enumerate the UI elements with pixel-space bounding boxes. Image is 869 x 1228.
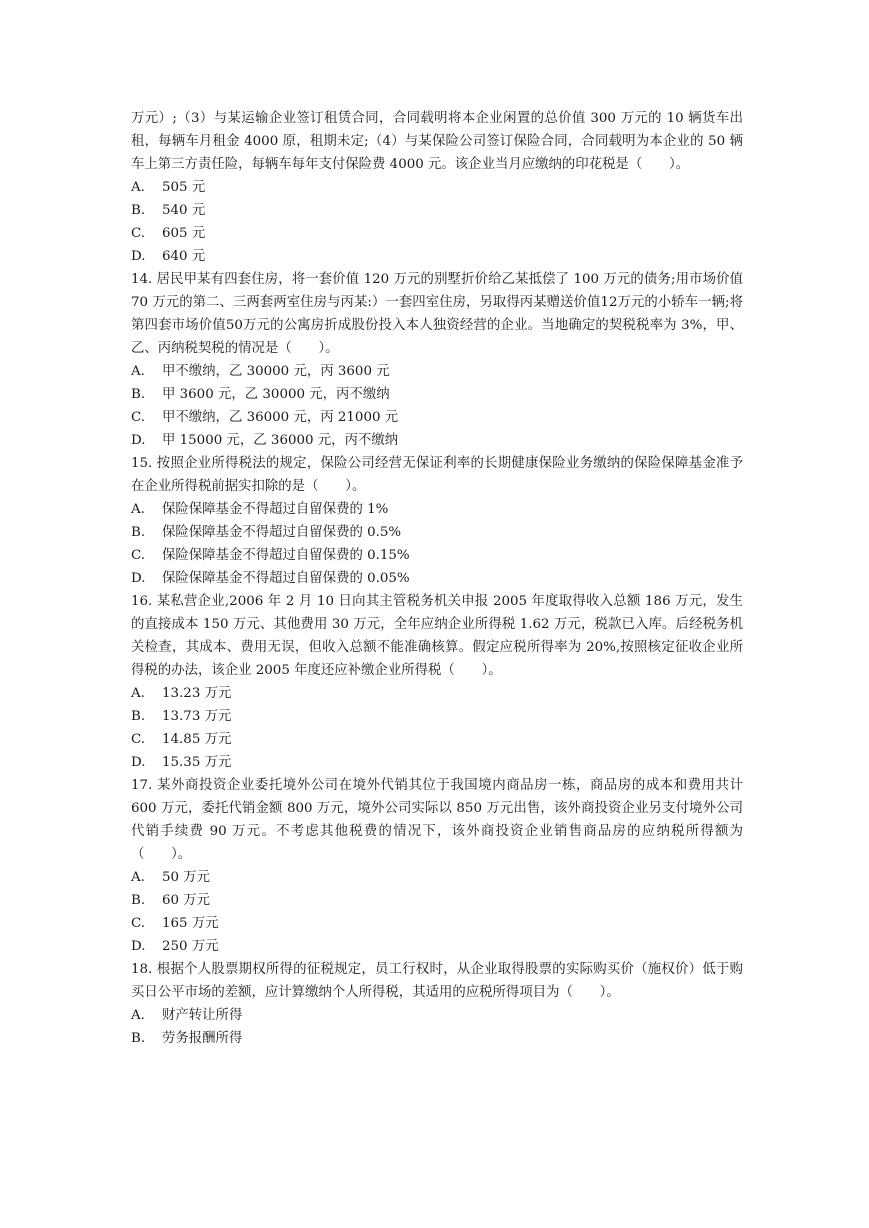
- option-15-c: [131, 544, 743, 567]
- option-16-a: [131, 682, 743, 705]
- option-letter: B.: [131, 893, 146, 908]
- option-16-d: [131, 751, 743, 774]
- option-18-a: [131, 1004, 743, 1027]
- option-letter: B.: [131, 1031, 146, 1046]
- option-letter: D.: [131, 433, 146, 448]
- option-text: 165 万元: [162, 916, 219, 931]
- option-letter: C.: [131, 410, 146, 425]
- option-text: 60 万元: [162, 893, 211, 908]
- option-letter: C.: [131, 226, 146, 241]
- option-text: 保险保障基金不得超过自留保费的 1%: [162, 502, 389, 517]
- option-text: 605 元: [162, 226, 206, 241]
- option-15-d: [131, 567, 743, 590]
- option-text: 505 元: [162, 180, 206, 195]
- option-14-a: [131, 360, 743, 383]
- option-letter: B.: [131, 709, 146, 724]
- option-13-a: [131, 176, 743, 199]
- option-letter: D.: [131, 249, 146, 264]
- option-letter: B.: [131, 387, 146, 402]
- option-14-b: [131, 383, 743, 406]
- option-text: 劳务报酬所得: [162, 1031, 243, 1046]
- option-text: 640 元: [162, 249, 206, 264]
- option-text: 13.23 万元: [162, 686, 232, 701]
- option-14-d: [131, 429, 743, 452]
- option-text: 250 万元: [162, 939, 219, 954]
- option-14-c: [131, 406, 743, 429]
- option-13-d: [131, 245, 743, 268]
- option-letter: D.: [131, 755, 146, 770]
- option-text: 14.85 万元: [162, 732, 232, 747]
- option-18-b: [131, 1027, 743, 1050]
- option-text: 13.73 万元: [162, 709, 232, 724]
- document-page: [131, 107, 743, 1050]
- option-text: 保险保障基金不得超过自留保费的 0.05%: [162, 571, 410, 586]
- question-18-stem: 18. 根据个人股票期权所得的征税规定，员工行权时，从企业取得股票的实际购买价（施权价）低于购买日公平市场的差额，应计算缴纳个人所得税，其适用的应税所得项目为（ ）。: [131, 962, 743, 1000]
- option-text: 甲不缴纳，乙 36000 元，丙 21000 元: [162, 410, 399, 425]
- question-14-stem: 14. 居民甲某有四套住房，将一套价值 120 万元的别墅折价给乙某抵偿了 100 万元的债务;用市场价值 70 万元的第二、三两套两室住房与丙某:）一套四室住房，另取得丙某赠送价值12万元的小轿车一辆;将第四套市场价值50万元的公寓房折成股份投入本人独资经营的企业。当地确定的契税税率为 3%，甲、乙、丙纳税契税的情况是（ ）。: [131, 272, 743, 356]
- option-text: 保险保障基金不得超过自留保费的 0.15%: [162, 548, 410, 563]
- option-text: 保险保障基金不得超过自留保费的 0.5%: [162, 525, 402, 540]
- option-text: 甲 15000 元，乙 36000 元，丙不缴纳: [162, 433, 399, 448]
- option-15-a: [131, 498, 743, 521]
- question-13-stem: 万元）;（3）与某运输企业签订租赁合同，合同载明将本企业闲置的总价值 300 万元的 10 辆货车出租，每辆车月租金 4000 原，租期未定;（4）与某保险公司签订保险合同，合同载明为本企业的 50 辆车上第三方责任险，每辆车每年支付保险费 4000 元。该企业当月应缴纳的印花税是（ ）。: [131, 111, 743, 172]
- option-text: 财产转让所得: [162, 1008, 243, 1023]
- option-13-b: [131, 199, 743, 222]
- option-17-d: [131, 935, 743, 958]
- option-17-a: [131, 866, 743, 889]
- option-text: 15.35 万元: [162, 755, 232, 770]
- option-letter: A.: [131, 364, 145, 379]
- option-letter: C.: [131, 732, 146, 747]
- question-16-stem: 16. 某私营企业,2006 年 2 月 10 日向其主管税务机关申报 2005 年度取得收入总额 186 万元，发生的直接成本 150 万元、其他费用 30 万元，全年应纳企业所得税 1.62 万元，税款已入库。后经税务机关检查，其成本、费用无误，但收入总额不能准确核算。假定应税所得率为 20%,按照核定征收企业所得税的办法，该企业 2005 年度还应补缴企业所得税（ ）。: [131, 594, 743, 678]
- question-17-stem: 17. 某外商投资企业委托境外公司在境外代销其位于我国境内商品房一栋，商品房的成本和费用共计 600 万元，委托代销金额 800 万元，境外公司实际以 850 万元出售，该外商投资企业另支付境外公司代销手续费 90 万元。不考虑其他税费的情况下，该外商投资企业销售商品房的应纳税所得额为（ ）。: [131, 778, 743, 862]
- option-letter: A.: [131, 1008, 145, 1023]
- option-13-c: [131, 222, 743, 245]
- option-letter: A.: [131, 686, 145, 701]
- option-letter: C.: [131, 548, 146, 563]
- option-letter: C.: [131, 916, 146, 931]
- option-16-c: [131, 728, 743, 751]
- option-text: 甲不缴纳，乙 30000 元，丙 3600 元: [162, 364, 390, 379]
- option-letter: B.: [131, 525, 146, 540]
- option-letter: A.: [131, 502, 145, 517]
- option-17-b: [131, 889, 743, 912]
- option-letter: D.: [131, 571, 146, 586]
- option-15-b: [131, 521, 743, 544]
- option-letter: B.: [131, 203, 146, 218]
- question-15-stem: 15. 按照企业所得税法的规定，保险公司经营无保证利率的长期健康保险业务缴纳的保险保障基金准予在企业所得税前据实扣除的是（ ）。: [131, 456, 743, 494]
- option-text: 50 万元: [162, 870, 211, 885]
- option-text: 甲 3600 元，乙 30000 元，丙不缴纳: [162, 387, 390, 402]
- option-letter: A.: [131, 180, 145, 195]
- option-16-b: [131, 705, 743, 728]
- option-letter: D.: [131, 939, 146, 954]
- option-17-c: [131, 912, 743, 935]
- option-letter: A.: [131, 870, 145, 885]
- option-text: 540 元: [162, 203, 206, 218]
